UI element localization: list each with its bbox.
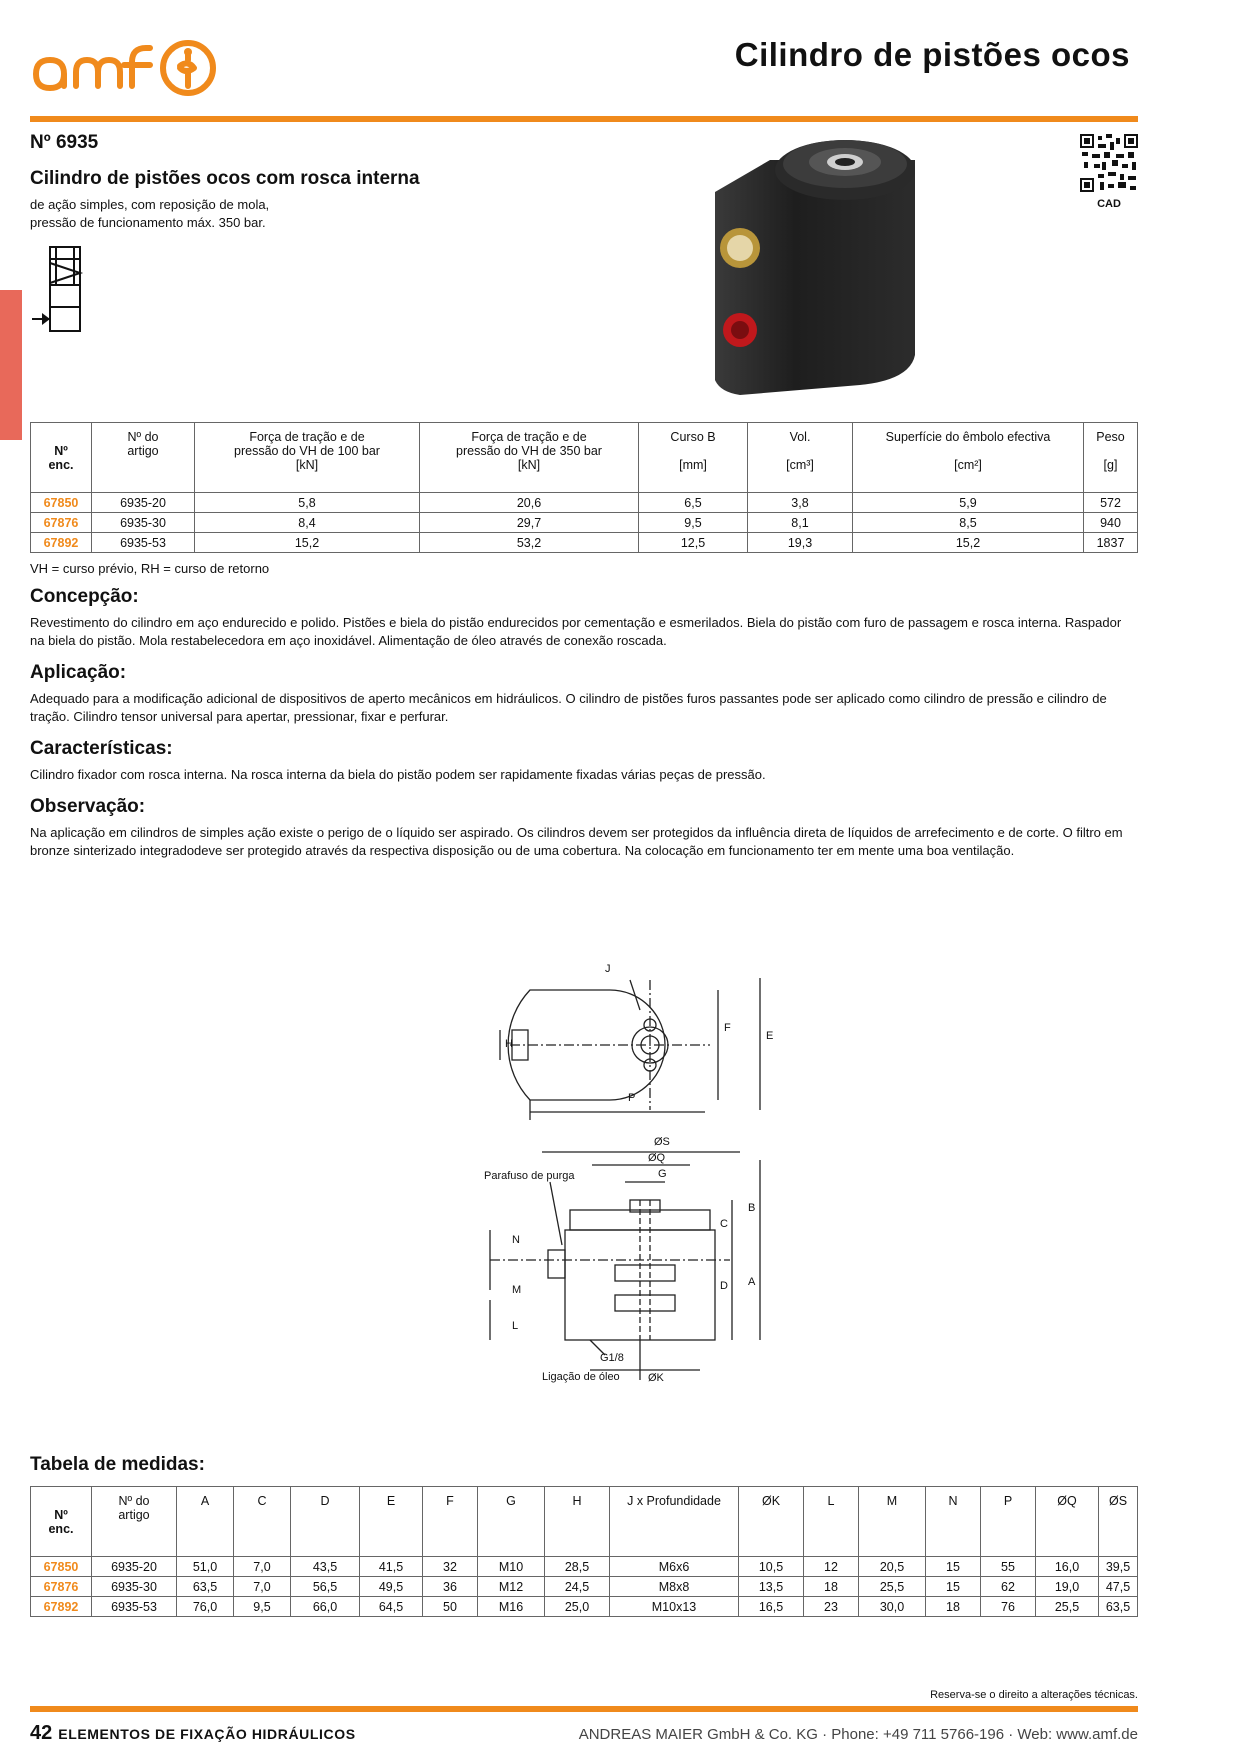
- table-cell: 15,2: [853, 533, 1084, 553]
- col-Q: ØQ: [1036, 1487, 1099, 1557]
- table-cell: 53,2: [420, 533, 639, 553]
- table-cell: 66,0: [291, 1597, 360, 1617]
- table-cell: 30,0: [859, 1597, 926, 1617]
- table-cell: 6935-20: [92, 1557, 177, 1577]
- dim-label-P: P: [628, 1092, 636, 1104]
- hydraulic-symbol-icon: [30, 245, 100, 337]
- dim-label-H: H: [505, 1038, 513, 1050]
- col-force-350: Força de tração e de pressão do VH de 350 bar [kN]: [420, 423, 639, 493]
- table-cell: 43,5: [291, 1557, 360, 1577]
- col-P: P: [981, 1487, 1036, 1557]
- qr-code-icon[interactable]: [1080, 134, 1138, 192]
- dim-label-G: G: [658, 1168, 667, 1180]
- table-cell: 940: [1084, 513, 1138, 533]
- section-text-concepcao: Revestimento do cilindro em aço endurecido e polido. Pistões e biela do pistão endurecidos por cementação e esmerilados. Biela do pistão com furo de passagem e rosca interna. Raspador na biela do pistão. Mola restabelecedora em aço inoxidável. Alimentação de óleo através de conexão roscada.: [30, 615, 1122, 648]
- section-title-aplicacao: Aplicação:: [30, 662, 127, 683]
- dim-label-F: F: [724, 1022, 731, 1034]
- dim-label-C: C: [720, 1218, 728, 1230]
- table-cell: 15: [926, 1557, 981, 1577]
- table-cell: 25,5: [1036, 1597, 1099, 1617]
- product-photo: [710, 130, 930, 400]
- section-title-observacao: Observação:: [30, 796, 146, 817]
- col-stroke: Curso B [mm]: [639, 423, 748, 493]
- dim-label-G18: G1/8: [600, 1352, 624, 1364]
- table-cell: 20,5: [859, 1557, 926, 1577]
- table-row: [31, 493, 1138, 513]
- col-area: Superfície do êmbolo efectiva [cm²]: [853, 423, 1084, 493]
- col-M: M: [859, 1487, 926, 1557]
- col-article: Nº do artigo: [92, 423, 195, 493]
- table-cell: 8,4: [195, 513, 420, 533]
- col-N: N: [926, 1487, 981, 1557]
- col-H: H: [545, 1487, 610, 1557]
- dim-label-S: ØS: [654, 1136, 670, 1148]
- order-code-link[interactable]: 67892: [31, 533, 92, 553]
- table-cell: 32: [423, 1557, 478, 1577]
- table-cell: 76: [981, 1597, 1036, 1617]
- order-code-link[interactable]: 67892: [31, 1597, 92, 1617]
- table-cell: 76,0: [177, 1597, 234, 1617]
- table-cell: 23: [804, 1597, 859, 1617]
- col-weight: Peso [g]: [1084, 423, 1138, 493]
- dim-label-Q: ØQ: [648, 1152, 666, 1164]
- col-article: Nº do artigo: [92, 1487, 177, 1557]
- table-cell: 36: [423, 1577, 478, 1597]
- product-description: [30, 196, 269, 232]
- table-cell: 20,6: [420, 493, 639, 513]
- table-cell: 25,0: [545, 1597, 610, 1617]
- col-force-100: Força de tração e de pressão do VH de 100 bar [kN]: [195, 423, 420, 493]
- desc-line-2: pressão de funcionamento máx. 350 bar.: [30, 215, 266, 230]
- header-rule: [30, 116, 1138, 122]
- table-cell: 6935-20: [92, 493, 195, 513]
- dim-label-L: L: [512, 1320, 519, 1332]
- col-D: D: [291, 1487, 360, 1557]
- company-info: ANDREAS MAIER GmbH & Co. KG · Phone: +49 711 5766-196 · Web: www.amf.de: [578, 1726, 1138, 1743]
- label-ligacao-oleo: Ligação de óleo: [542, 1371, 620, 1383]
- table-cell: 12: [804, 1557, 859, 1577]
- col-L: L: [804, 1487, 859, 1557]
- table-row: [31, 513, 1138, 533]
- dim-label-A: A: [748, 1276, 756, 1288]
- table-cell: 9,5: [639, 513, 748, 533]
- table-cell: 6935-53: [92, 533, 195, 553]
- table-cell: 47,5: [1099, 1577, 1138, 1597]
- dim-label-M: M: [512, 1284, 522, 1296]
- table-cell: 41,5: [360, 1557, 423, 1577]
- dim-label-D: D: [720, 1280, 728, 1292]
- table-cell: M16: [478, 1597, 545, 1617]
- col-S: ØS: [1099, 1487, 1138, 1557]
- table-cell: 9,5: [234, 1597, 291, 1617]
- table-cell: M10: [478, 1557, 545, 1577]
- table-cell: 51,0: [177, 1557, 234, 1577]
- table-row: [31, 1557, 1138, 1577]
- product-number: Nº 6935: [30, 132, 99, 153]
- table-cell: 5,9: [853, 493, 1084, 513]
- table-cell: 6935-30: [92, 1577, 177, 1597]
- dim-table: [30, 1486, 1138, 1617]
- col-order-no: Nº enc.: [31, 423, 92, 493]
- table-row: [31, 1597, 1138, 1617]
- table-cell: M12: [478, 1577, 545, 1597]
- table-cell: 63,5: [177, 1577, 234, 1597]
- spec-table-note: VH = curso prévio, RH = curso de retorno: [30, 561, 270, 576]
- cad-label: CAD: [1097, 198, 1121, 210]
- section-text-aplicacao: Adequado para a modificação adicional de dispositivos de aperto mecânicos em hidráulicos. O cilindro de pistões furos passantes pode ser aplicado como cilindro de pressão e cilindro de tração. Cilindro tensor universal para apertar, pressionar, fixar e perfurar.: [30, 691, 1107, 724]
- order-code-link[interactable]: 67850: [31, 493, 92, 513]
- table-cell: 1837: [1084, 533, 1138, 553]
- amf-logo: [28, 38, 224, 98]
- dim-label-K: ØK: [648, 1372, 664, 1384]
- order-code-link[interactable]: 67876: [31, 1577, 92, 1597]
- dim-label-B: B: [748, 1202, 756, 1214]
- table-cell: 29,7: [420, 513, 639, 533]
- page-number: 42: [30, 1722, 53, 1744]
- side-tab-marker: [0, 290, 22, 440]
- dim-label-E: E: [766, 1030, 774, 1042]
- col-K: ØK: [739, 1487, 804, 1557]
- table-cell: 6935-30: [92, 513, 195, 533]
- order-code-link[interactable]: 67850: [31, 1557, 92, 1577]
- table-cell: 5,8: [195, 493, 420, 513]
- dim-table-header: [31, 1487, 1138, 1557]
- col-volume: Vol. [cm³]: [748, 423, 853, 493]
- spec-table: [30, 422, 1138, 553]
- table-cell: 7,0: [234, 1577, 291, 1597]
- col-C: C: [234, 1487, 291, 1557]
- table-cell: 25,5: [859, 1577, 926, 1597]
- table-cell: M10x13: [610, 1597, 739, 1617]
- col-G: G: [478, 1487, 545, 1557]
- footer-rule: [30, 1706, 1138, 1712]
- footer-section: [30, 1722, 356, 1745]
- table-cell: 6,5: [639, 493, 748, 513]
- table-cell: 19,3: [748, 533, 853, 553]
- table-row: [31, 533, 1138, 553]
- table-cell: 3,8: [748, 493, 853, 513]
- dim-table-title: Tabela de medidas:: [30, 1454, 205, 1475]
- table-cell: M6x6: [610, 1557, 739, 1577]
- table-row: [31, 1577, 1138, 1597]
- page-title: Cilindro de pistões ocos: [734, 36, 1130, 73]
- table-cell: 18: [804, 1577, 859, 1597]
- dim-label-J: J: [605, 963, 611, 975]
- col-E: E: [360, 1487, 423, 1557]
- section-name: ELEMENTOS DE FIXAÇÃO HIDRÁULICOS: [58, 1726, 356, 1742]
- dim-label-N: N: [512, 1234, 520, 1246]
- table-cell: 62: [981, 1577, 1036, 1597]
- section-title-concepcao: Concepção:: [30, 586, 139, 607]
- table-cell: 572: [1084, 493, 1138, 513]
- product-subtitle: Cilindro de pistões ocos com rosca interna: [30, 168, 420, 189]
- section-title-caracteristicas: Características:: [30, 738, 173, 759]
- label-parafuso-purga: Parafuso de purga: [484, 1170, 575, 1182]
- reserve-note: Reserva-se o direito a alterações técnicas.: [930, 1689, 1138, 1701]
- section-text-caracteristicas: Cilindro fixador com rosca interna. Na rosca interna da biela do pistão podem ser rapidamente fixadas várias peças de pressão.: [30, 767, 766, 782]
- col-J: J x Profundidade: [610, 1487, 739, 1557]
- table-cell: 64,5: [360, 1597, 423, 1617]
- table-cell: 8,1: [748, 513, 853, 533]
- desc-line-1: de ação simples, com reposição de mola,: [30, 197, 270, 212]
- section-text-observacao: Na aplicação em cilindros de simples ação existe o perigo de o líquido ser aspirado. Os cilindros devem ser protegidos da influência direta de líquidos de arrefecimento e de corte. O filtro em bronze sinterizado integradodeve ser protegido através da respectiva disposição ou de uma cobertura. Na colocação em funcionamento ter em mente uma boa ventilação.: [30, 825, 1123, 858]
- table-cell: 39,5: [1099, 1557, 1138, 1577]
- table-cell: 16,0: [1036, 1557, 1099, 1577]
- table-cell: 56,5: [291, 1577, 360, 1597]
- col-order-no: Nº enc.: [31, 1487, 92, 1557]
- table-cell: 55: [981, 1557, 1036, 1577]
- spec-table-header: [31, 423, 1138, 493]
- table-cell: 28,5: [545, 1557, 610, 1577]
- table-cell: 49,5: [360, 1577, 423, 1597]
- table-cell: 13,5: [739, 1577, 804, 1597]
- table-cell: 16,5: [739, 1597, 804, 1617]
- table-cell: 12,5: [639, 533, 748, 553]
- col-F: F: [423, 1487, 478, 1557]
- table-cell: M8x8: [610, 1577, 739, 1597]
- table-cell: 15: [926, 1577, 981, 1597]
- col-A: A: [177, 1487, 234, 1557]
- table-cell: 63,5: [1099, 1597, 1138, 1617]
- table-cell: 50: [423, 1597, 478, 1617]
- table-cell: 19,0: [1036, 1577, 1099, 1597]
- table-cell: 6935-53: [92, 1597, 177, 1617]
- table-cell: 15,2: [195, 533, 420, 553]
- order-code-link[interactable]: 67876: [31, 513, 92, 533]
- table-cell: 24,5: [545, 1577, 610, 1597]
- table-cell: 10,5: [739, 1557, 804, 1577]
- table-cell: 18: [926, 1597, 981, 1617]
- table-cell: 7,0: [234, 1557, 291, 1577]
- table-cell: 8,5: [853, 513, 1084, 533]
